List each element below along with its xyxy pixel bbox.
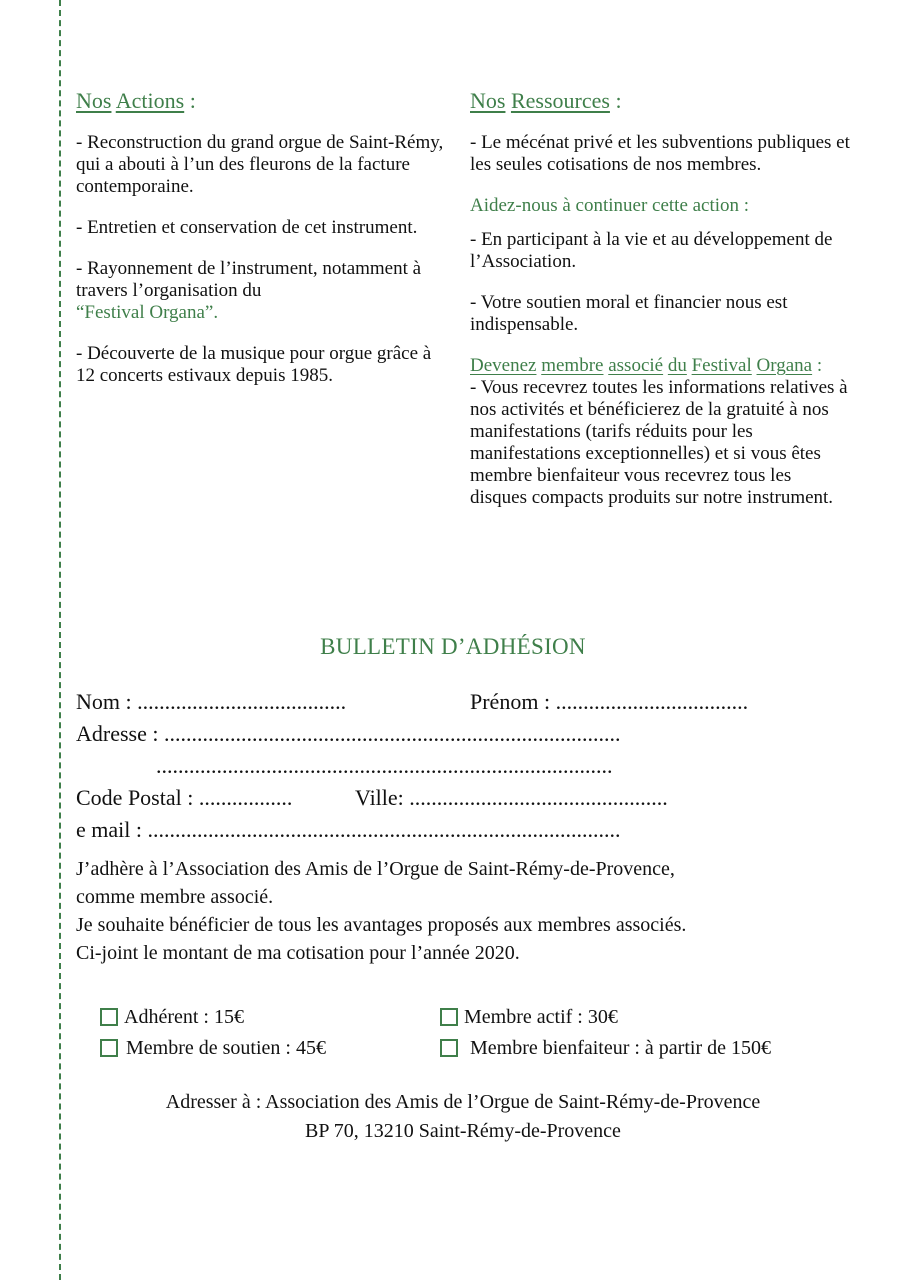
option-adherent[interactable] (100, 1003, 244, 1031)
checkbox[interactable] (100, 1008, 118, 1026)
adresse-label: Adresse : (76, 721, 164, 746)
heading-word: Actions (115, 88, 185, 113)
email-label: e mail : (76, 817, 148, 842)
declaration-line: J’adhère à l’Association des Amis de l’Orgue de Saint-Rémy-de-Provence, (76, 858, 675, 880)
nom-label: Nom : (76, 689, 138, 714)
prenom-line (470, 687, 748, 717)
action-item: - Entretien et conservation de cet instrument. (76, 217, 418, 238)
email-line (76, 815, 620, 845)
adresse2-line (156, 751, 613, 781)
action-item-text: - Rayonnement de l’instrument, notamment à travers l’organisation du (76, 258, 422, 301)
checkbox[interactable] (440, 1008, 458, 1026)
member-heading-word: Organa (756, 355, 813, 376)
ville-field[interactable]: ............................................... (409, 785, 668, 810)
declaration-line: Ci-joint le montant de ma cotisation pour l’année 2020. (76, 942, 520, 964)
heading-word: Nos (470, 88, 506, 113)
member-heading-word: Festival (691, 355, 752, 376)
action-item: - Reconstruction du grand orgue de Saint-Rémy, qui a abouti à l’un des fleurons de la facture contemporaine. (76, 132, 444, 197)
member-heading-word: Devenez (470, 355, 537, 376)
resources-column (470, 88, 850, 528)
adresse-field[interactable]: ................................................................................... (163, 721, 621, 746)
option-membre-soutien[interactable] (100, 1034, 326, 1062)
nom-field[interactable]: ...................................... (137, 689, 347, 714)
actions-column (76, 88, 448, 406)
ville-line (355, 783, 668, 813)
ville-label: Ville: (355, 785, 410, 810)
festival-name: “Festival Organa”. (76, 302, 219, 323)
action-item (76, 258, 448, 324)
member-heading-word: membre (541, 355, 604, 376)
actions-heading (76, 88, 448, 114)
address-line: Adresser à : Association des Amis de l’Orgue de Saint-Rémy-de-Provence (165, 1091, 761, 1113)
option-membre-actif[interactable] (440, 1003, 618, 1031)
declaration-line: comme membre associé. (76, 886, 274, 908)
member-text: - Vous recevrez toutes les informations relatives à nos activités et bénéficierez de la gratuité à nos manifestations (tarifs réduits pour les manifestations exceptionnelles) et si vous êtes membre bienfaiteur vous recevrez tous les disques compacts produits sur notre instrument. (470, 377, 848, 508)
email-field[interactable]: ...................................................................................... (147, 817, 621, 842)
option-label: Adhérent : 15€ (124, 1006, 244, 1028)
prenom-label: Prénom : (470, 689, 556, 714)
declaration (76, 855, 836, 967)
cp-line (76, 783, 292, 813)
bulletin-title: BULLETIN D’ADHÉSION (320, 634, 586, 659)
address-line: BP 70, 13210 Saint-Rémy-de-Provence (305, 1120, 621, 1142)
heading-word: Nos (76, 88, 112, 113)
resources-heading (470, 88, 850, 114)
adresse2-field[interactable]: ................................................................................... (156, 753, 613, 778)
adresse-line (76, 719, 620, 749)
mailing-address (0, 1088, 906, 1146)
option-label: Membre bienfaiteur : à partir de 150€ (470, 1037, 771, 1059)
action-item: - Découverte de la musique pour orgue grâce à 12 concerts estivaux depuis 1985. (76, 343, 432, 386)
nom-line (76, 687, 346, 717)
declaration-line: Je souhaite bénéficier de tous les avantages proposés aux membres associés. (76, 914, 687, 936)
option-label: Membre de soutien : 45€ (126, 1037, 326, 1059)
member-heading-word: associé (608, 355, 664, 376)
option-label: Membre actif : 30€ (464, 1006, 618, 1028)
prenom-field[interactable]: ................................... (555, 689, 749, 714)
help-heading: Aidez-nous à continuer cette action : (470, 195, 750, 216)
heading-colon: : (609, 88, 622, 113)
checkbox[interactable] (440, 1039, 458, 1057)
member-heading-colon: : (812, 355, 823, 376)
help-item: - Votre soutien moral et financier nous est indispensable. (470, 292, 788, 335)
option-membre-bienfaiteur[interactable] (440, 1034, 771, 1062)
checkbox[interactable] (100, 1039, 118, 1057)
help-item: - En participant à la vie et au développement de l’Association. (470, 229, 833, 272)
cp-label: Code Postal : (76, 785, 199, 810)
cp-field[interactable]: ................. (198, 785, 293, 810)
heading-colon: : (184, 88, 196, 113)
member-heading (470, 355, 850, 377)
resources-text: - Le mécénat privé et les subventions publiques et les seules cotisations de nos membres. (470, 132, 850, 175)
heading-word: Ressources (510, 88, 610, 113)
member-heading-word: du (667, 355, 687, 376)
